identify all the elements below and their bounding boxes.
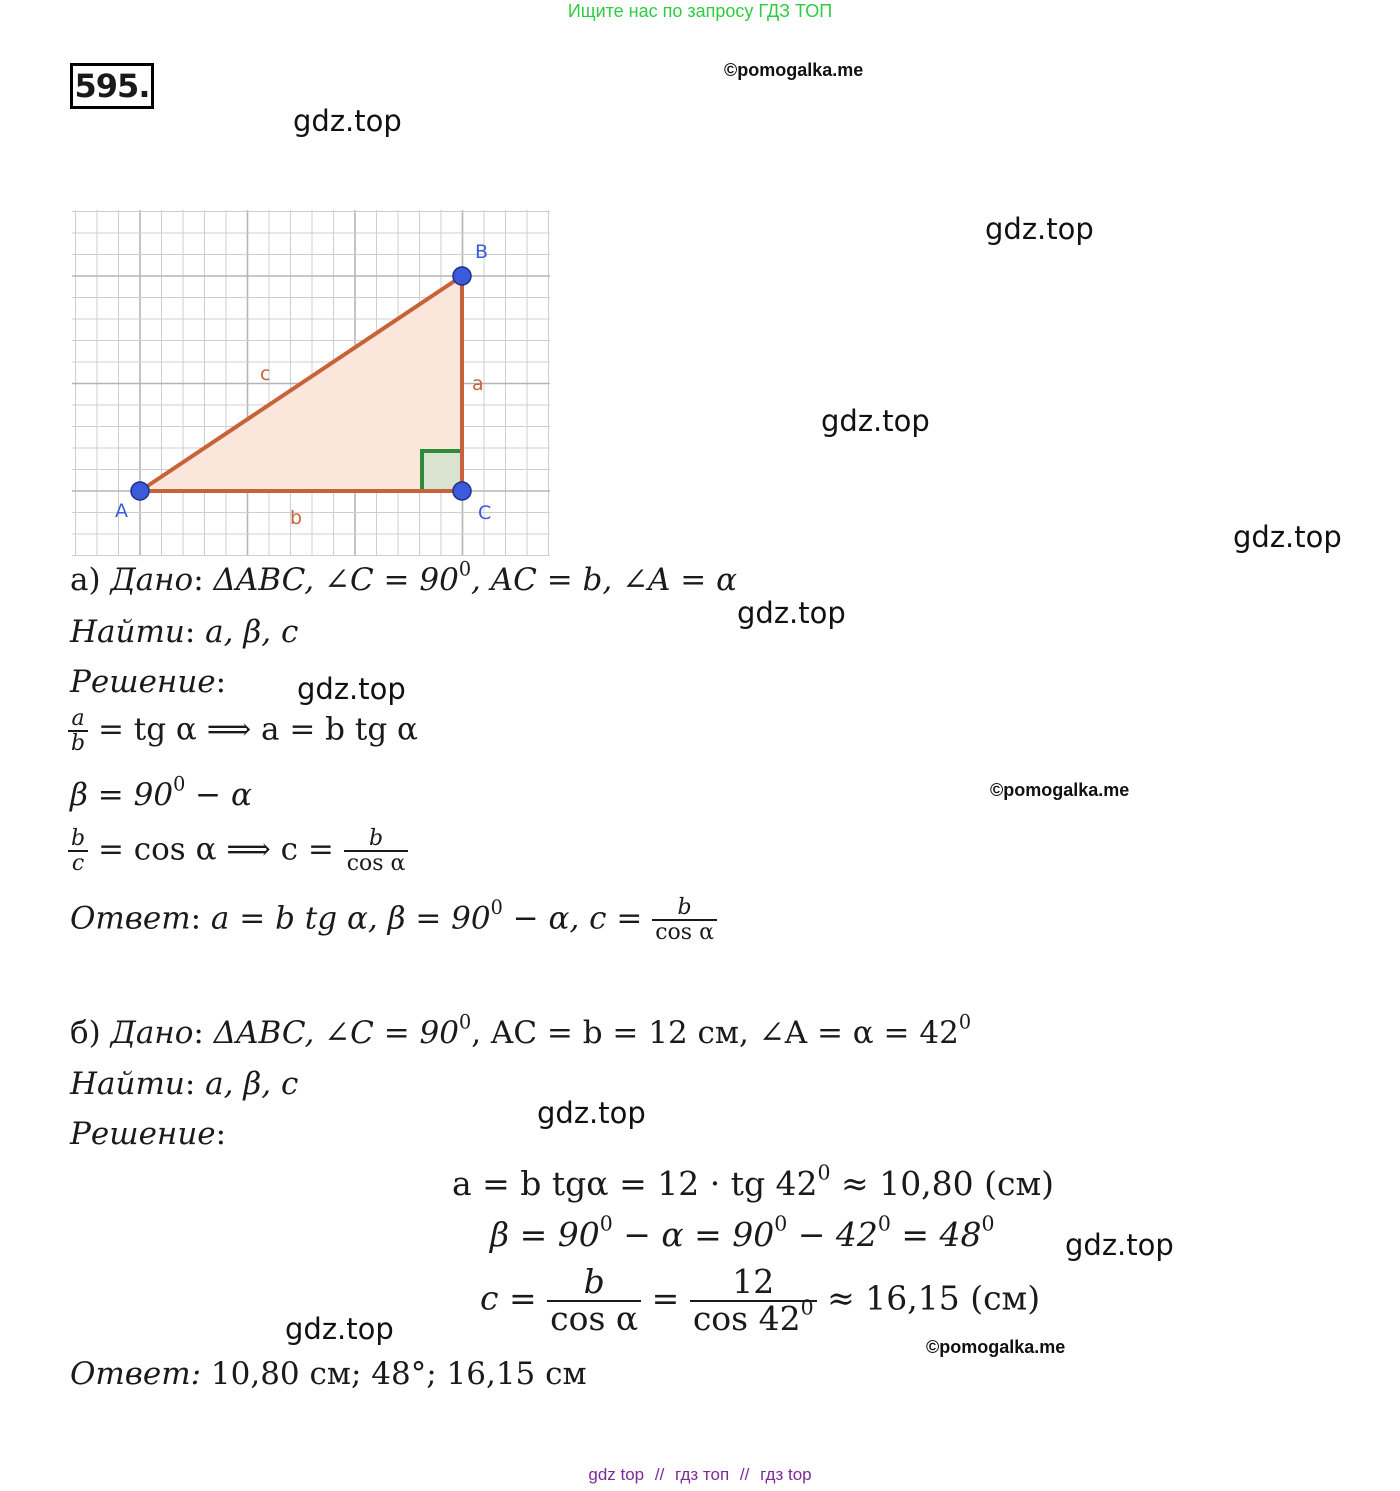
side-label-b: b <box>290 507 303 529</box>
part-a-eq2: $\beta = 90^0 - \alpha$ <box>70 772 252 813</box>
gdz-watermark: gdz.top <box>537 1096 646 1130</box>
gdz-watermark: gdz.top <box>285 1312 394 1346</box>
point-a <box>131 482 149 500</box>
point-c <box>453 482 471 500</box>
part-b-given: б) Дано: ΔABC, ∠C = $90^0$, AC = b = 12 см, ∠A = $\alpha = 42^0$ <box>70 1010 972 1051</box>
part-a-answer: Ответ: a = b tg α, $\beta = 90^0 - \alpha$, c = $\frac{b}{\text{cos α}}$ <box>70 896 717 944</box>
vertex-label-a: A <box>115 500 128 522</box>
copyright-watermark: ©pomogalka.me <box>724 60 864 80</box>
gdz-watermark: gdz.top <box>985 212 1094 246</box>
gdz-watermark: gdz.top <box>293 104 402 138</box>
side-label-a: a <box>472 373 484 395</box>
point-b <box>453 267 471 285</box>
problem-number: 595. <box>70 63 154 109</box>
part-b-find: Найти: a, β, c <box>70 1066 299 1102</box>
side-label-c: c <box>260 363 271 385</box>
gdz-watermark: gdz.top <box>737 596 846 630</box>
part-b-calc1: a = b tgα = 12 · tg $42^0 \approx 10,80$ (см) <box>452 1160 1055 1203</box>
copyright-watermark: ©pomogalka.me <box>990 780 1130 800</box>
part-b-solution-label: Решение: <box>70 1116 227 1152</box>
gdz-watermark: gdz.top <box>821 404 930 438</box>
footer-separator: // <box>654 1465 665 1484</box>
part-a-find: Найти: a, β, c <box>70 614 299 650</box>
part-b-calc2: $\beta = 90^0 - \alpha = 90^0 - 42^0 = 48^0$ <box>490 1211 995 1254</box>
gdz-watermark: gdz.top <box>1233 520 1342 554</box>
footer-links <box>0 1465 1400 1485</box>
part-a-eq1: $\frac{a}{b}$ = tg α ⟹ a = b tg α <box>68 707 418 755</box>
vertex-label-b: B <box>475 241 489 263</box>
part-a-given: а) Дано: ΔABC, ∠C = $90^0$, AC = b, ∠A = α <box>70 557 738 598</box>
triangle-figure <box>72 210 550 556</box>
part-b-calc3: c = $\frac{b}{\text{cos α}}$ = $\frac{12}{\cos 42^0}$ ≈ 16,15 (см) <box>480 1262 1041 1338</box>
part-a-solution-label: Решение: <box>70 664 227 700</box>
top-banner: Ищите нас по запросу ГДЗ ТОП <box>567 1 833 21</box>
gdz-watermark: gdz.top <box>1065 1228 1174 1262</box>
footer-link[interactable]: gdz top <box>588 1465 645 1484</box>
footer-separator: // <box>739 1465 750 1484</box>
copyright-watermark: ©pomogalka.me <box>926 1337 1066 1357</box>
vertex-label-c: C <box>478 502 492 524</box>
part-b-answer: Ответ: 10,80 см; 48°; 16,15 см <box>70 1356 587 1392</box>
gdz-watermark: gdz.top <box>297 672 406 706</box>
footer-link[interactable]: гдз топ <box>675 1465 730 1484</box>
part-a-eq3: $\frac{b}{c}$ = cos α ⟹ c = $\frac{b}{\text{cos α}}$ <box>68 827 408 875</box>
footer-link[interactable]: гдз top <box>760 1465 812 1484</box>
